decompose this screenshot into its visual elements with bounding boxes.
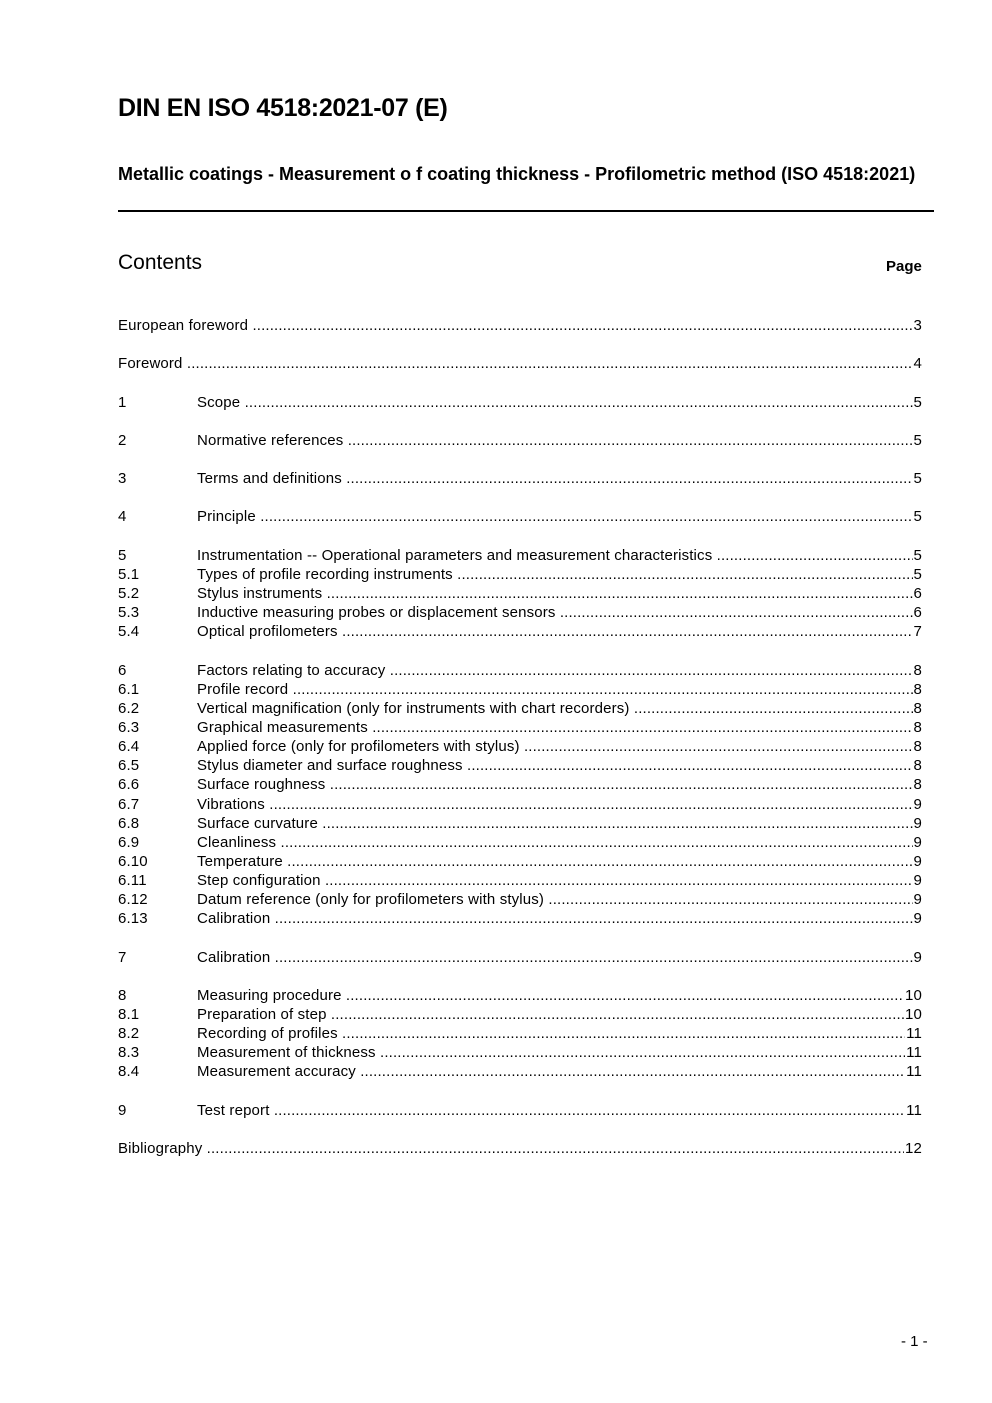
toc-entry-number: 5.3 — [118, 604, 140, 622]
toc-entry-title: Applied force (only for profilometers with stylus) ..... — [197, 737, 922, 756]
toc-entry-page: 5 — [913, 393, 922, 411]
toc-entry-number: 6.6 — [118, 776, 140, 794]
toc-entry-title: Surface curvature ..... — [197, 814, 922, 833]
toc-entry[interactable] — [118, 1062, 922, 1081]
toc-entry-title: Scope ..... — [197, 393, 922, 412]
toc-entry-number: 5.4 — [118, 623, 140, 641]
toc-entry-number: 6.2 — [118, 699, 140, 717]
toc-entry[interactable] — [118, 431, 922, 450]
toc-entry[interactable] — [118, 622, 922, 641]
toc-entry-title: Inductive measuring probes or displacement sensors ..... — [197, 603, 922, 622]
toc-entry-title: Optical profilometers ..... — [197, 622, 922, 641]
toc-entry[interactable] — [118, 603, 922, 622]
toc-entry-title: Measurement accuracy ..... — [197, 1062, 922, 1081]
toc-entry-number: 2 — [118, 431, 127, 449]
toc-entry-title: Cleanliness ..... — [197, 833, 922, 852]
toc-entry-page: 9 — [913, 795, 922, 813]
toc-entry[interactable] — [118, 852, 922, 871]
toc-entry[interactable] — [118, 1043, 922, 1062]
toc-entry-title: Graphical measurements ..... — [197, 718, 922, 737]
toc-entry-number: 4 — [118, 508, 127, 526]
toc-entry-number: 6.4 — [118, 738, 140, 756]
toc-entry-page: 9 — [913, 891, 922, 909]
page-column-label: Page — [886, 258, 922, 275]
toc-entry[interactable] — [118, 814, 922, 833]
toc-entry-number: 8.3 — [118, 1044, 140, 1062]
toc-entry[interactable] — [118, 909, 922, 928]
toc-entry-page: 7 — [913, 623, 922, 641]
toc-entry-number: 7 — [118, 948, 127, 966]
toc-entry-title: Bibliography ..... — [118, 1139, 922, 1158]
toc-entry-title: Calibration ..... — [197, 909, 922, 928]
footer-page-number: - 1 - — [901, 1333, 928, 1350]
toc-entry-page: 10 — [905, 986, 922, 1004]
toc-entry-page: 8 — [913, 718, 922, 736]
toc-entry[interactable] — [118, 833, 922, 852]
toc-entry[interactable] — [118, 469, 922, 488]
toc-entry-number: 5.2 — [118, 584, 140, 602]
toc-entry-page: 9 — [913, 910, 922, 928]
toc-entry[interactable] — [118, 1139, 922, 1158]
toc-entry-title: Test report ..... — [197, 1101, 922, 1120]
toc-entry-page: 9 — [913, 814, 922, 832]
toc-entry-number: 5 — [118, 546, 127, 564]
title-divider — [118, 210, 934, 212]
toc-entry-page: 6 — [913, 604, 922, 622]
toc-entry-page: 9 — [913, 948, 922, 966]
toc-entry-number: 8.1 — [118, 1006, 140, 1024]
toc-entry-page: 9 — [913, 872, 922, 890]
toc-entry[interactable] — [118, 737, 922, 756]
toc-entry-page: 5 — [913, 470, 922, 488]
toc-entry-page: 3 — [913, 317, 922, 334]
toc-entry-title: Surface roughness ..... — [197, 775, 922, 794]
toc-entry-title: Profile record ..... — [197, 680, 922, 699]
toc-entry-page: 8 — [913, 661, 922, 679]
toc-entry-page: 10 — [905, 1006, 922, 1024]
toc-entry-title: Factors relating to accuracy ..... — [197, 661, 922, 680]
toc-entry-title: Stylus instruments ..... — [197, 584, 922, 603]
toc-entry-page: 8 — [913, 680, 922, 698]
toc-entry-page: 5 — [913, 546, 922, 564]
toc-entry-page: 9 — [913, 852, 922, 870]
toc-entry-number: 6 — [118, 661, 127, 679]
toc-entry-number: 6.1 — [118, 680, 140, 698]
toc-entry-title: Stylus diameter and surface roughness ..... — [197, 756, 922, 775]
contents-heading: Contents — [118, 251, 203, 274]
toc-entry-page: 8 — [913, 776, 922, 794]
toc-entry-title: Vertical magnification (only for instruments with chart recorders) ..... — [197, 699, 922, 718]
toc-entry-page: 9 — [913, 833, 922, 851]
table-of-contents — [118, 316, 922, 1158]
toc-entry-number: 8 — [118, 986, 127, 1004]
toc-entry-title: Principle ..... — [197, 507, 922, 526]
toc-entry[interactable] — [118, 871, 922, 890]
toc-entry[interactable] — [118, 661, 922, 680]
toc-entry-page: 8 — [913, 738, 922, 756]
toc-entry-title: Measurement of thickness ..... — [197, 1043, 922, 1062]
toc-entry-page: 11 — [906, 1044, 922, 1062]
toc-entry-title: Terms and definitions ..... — [197, 469, 922, 488]
toc-entry[interactable] — [118, 393, 922, 412]
toc-entry[interactable] — [118, 584, 922, 603]
toc-entry-page: 8 — [913, 757, 922, 775]
toc-entry-number: 5.1 — [118, 565, 140, 583]
toc-entry[interactable] — [118, 699, 922, 718]
toc-entry[interactable] — [118, 507, 922, 526]
toc-entry-page: 11 — [906, 1063, 922, 1081]
toc-entry-number: 8.2 — [118, 1025, 140, 1043]
toc-entry[interactable] — [118, 718, 922, 737]
toc-entry[interactable] — [118, 986, 922, 1005]
toc-entry[interactable] — [118, 795, 922, 814]
toc-entry-title: Step configuration ..... — [197, 871, 922, 890]
toc-entry-page: 11 — [906, 1101, 922, 1119]
toc-entry-page: 4 — [913, 355, 922, 373]
toc-entry-title: Datum reference (only for profilometers with stylus) ..... — [197, 890, 922, 909]
toc-entry-title: Normative references ..... — [197, 431, 922, 450]
toc-entry[interactable] — [118, 1005, 922, 1024]
toc-entry-page: 6 — [913, 584, 922, 602]
toc-entry-title: Foreword ..... — [118, 354, 922, 373]
toc-entry-number: 6.13 — [118, 910, 148, 928]
toc-entry-title: European foreword ..... — [118, 316, 922, 335]
toc-entry-page: 5 — [913, 508, 922, 526]
toc-entry-number: 6.12 — [118, 891, 148, 909]
toc-entry-title: Vibrations ..... — [197, 795, 922, 814]
toc-entry-page: 11 — [906, 1025, 922, 1043]
toc-entry-number: 6.3 — [118, 718, 140, 736]
toc-entry-page: 5 — [913, 565, 922, 583]
document-id: DIN EN ISO 4518:2021-07 (E) — [118, 94, 448, 122]
toc-entry-title: Recording of profiles ..... — [197, 1024, 922, 1043]
toc-entry-title: Measuring procedure ..... — [197, 986, 922, 1005]
toc-entry-page: 5 — [913, 431, 922, 449]
toc-entry[interactable] — [118, 1024, 922, 1043]
toc-entry[interactable] — [118, 565, 922, 584]
toc-entry-number: 6.5 — [118, 757, 140, 775]
toc-entry[interactable] — [118, 890, 922, 909]
toc-entry-title: Types of profile recording instruments ..... — [197, 565, 922, 584]
toc-entry[interactable] — [118, 354, 922, 373]
toc-entry-number: 6.7 — [118, 795, 140, 813]
toc-entry-number: 1 — [118, 393, 127, 411]
toc-entry[interactable] — [118, 775, 922, 794]
toc-entry-title: Instrumentation -- Operational parameters and measurement characteristics ..... — [197, 546, 922, 565]
toc-entry-page: 8 — [913, 699, 922, 717]
toc-entry[interactable] — [118, 680, 922, 699]
toc-entry-number: 6.9 — [118, 833, 140, 851]
toc-entry-number: 3 — [118, 470, 127, 488]
toc-entry[interactable] — [118, 948, 922, 967]
toc-entry-page: 12 — [905, 1140, 922, 1158]
toc-entry-number: 6.10 — [118, 852, 148, 870]
toc-entry[interactable] — [118, 756, 922, 775]
toc-entry-number: 9 — [118, 1101, 127, 1119]
toc-entry-number: 8.4 — [118, 1063, 140, 1081]
toc-entry-title: Temperature ..... — [197, 852, 922, 871]
toc-entry-title: Preparation of step ..... — [197, 1005, 922, 1024]
document-title: Metallic coatings - Measurement o f coating thickness - Profilometric method (ISO 4518:2021) — [118, 164, 916, 184]
toc-entry-number: 6.11 — [118, 872, 147, 890]
toc-entry[interactable] — [118, 1101, 922, 1120]
toc-entry[interactable] — [118, 546, 922, 565]
toc-entry-title: Calibration ..... — [197, 948, 922, 967]
toc-entry-number: 6.8 — [118, 814, 140, 832]
toc-entry[interactable] — [118, 316, 922, 335]
